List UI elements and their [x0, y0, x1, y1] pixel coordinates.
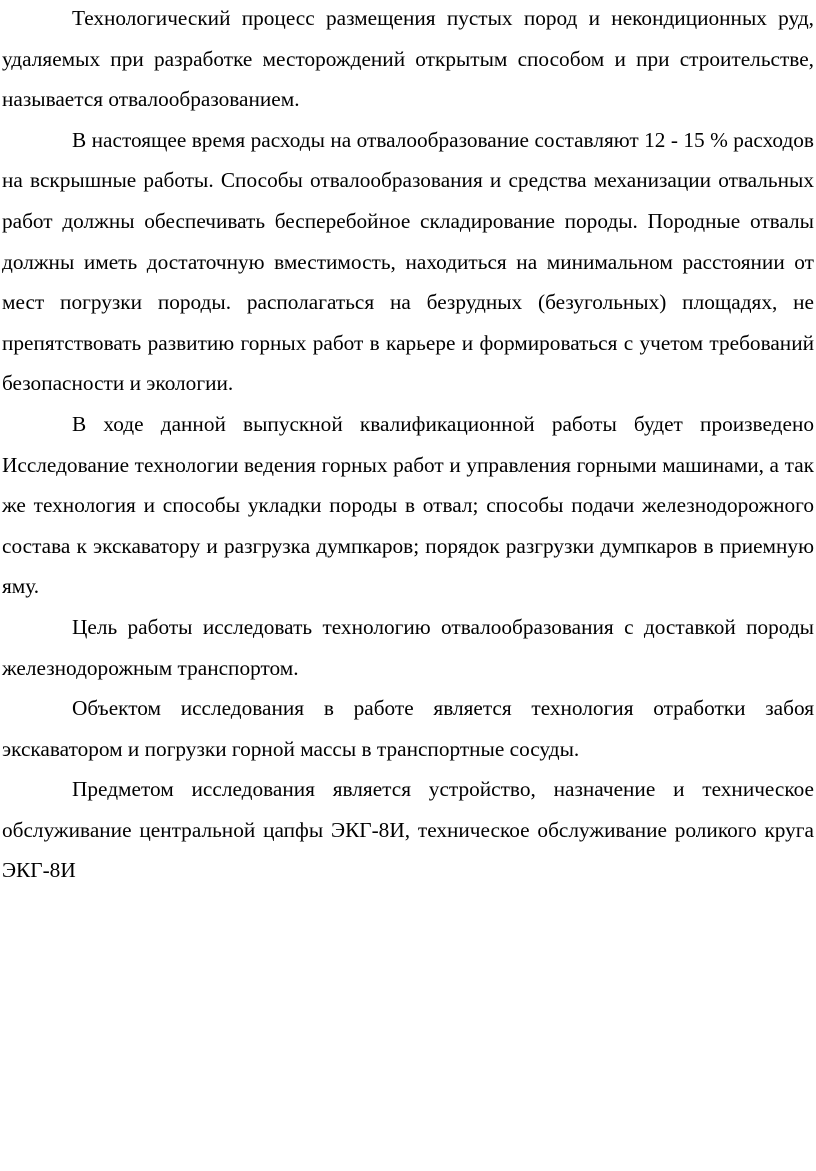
paragraph-costs-and-requirements: В настоящее время расходы на отвалообразование составляют 12 - 15 % расходов на вскрышные работы. Способы отвалообразования и средства механизации отвальных работ должны обеспечивать бесперебойное складирование породы. Породные отвалы должны иметь достаточную вместимость, находиться на минимальном расстоянии от мест погрузки породы. располагаться на безрудных (безугольных) площадях, не препятствовать развитию горных работ в карьере и формироваться с учетом требований безопасности и экологии.	[2, 127, 814, 396]
paragraph-object: Объектом исследования в работе является технология отработки забоя экскаватором и погрузки горной массы в транспортные сосуды.	[2, 696, 814, 761]
paragraph-definition: Технологический процесс размещения пустых пород и некондиционных руд, удаляемых при разработке месторождений открытым способом и при строительстве, называется отвалообразованием.	[2, 6, 814, 112]
document-body	[2, 0, 814, 891]
paragraph-thesis-scope: В ходе данной выпускной квалификационной работы будет произведено Исследование технологии ведения горных работ и управления горными машинами, а так же технология и способы укладки породы в отвал; способы подачи железнодорожного состава к экскаватору и разгрузка думпкаров; порядок разгрузки думпкаров в приемную яму.	[2, 411, 814, 599]
paragraph-goal: Цель работы исследовать технологию отвалообразования с доставкой породы железнодорожным транспортом.	[2, 614, 814, 680]
paragraph-subject: Предметом исследования является устройство, назначение и техническое обслуживание центральной цапфы ЭКГ-8И, техническое обслуживание роликого круга ЭКГ-8И	[2, 777, 814, 883]
